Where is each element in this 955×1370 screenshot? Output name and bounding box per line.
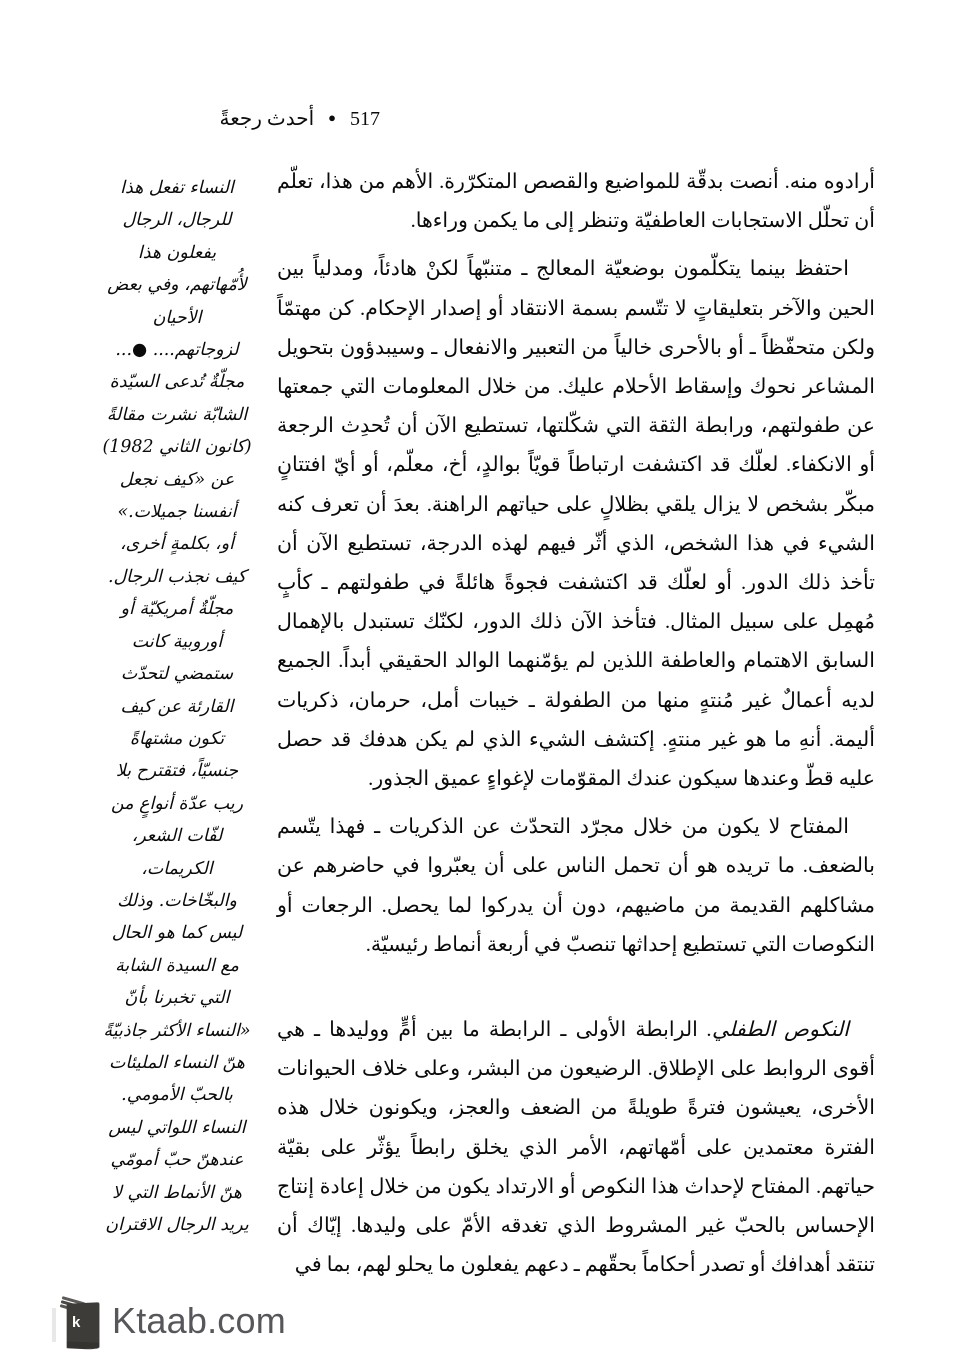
margin-note-line: جنسيّاً، فتقترح بلا [115, 761, 239, 782]
margin-note-line: الشابّة نشرت مقالةً [106, 404, 248, 425]
margin-note-line: هنّ النساء المليئات [109, 1052, 245, 1073]
margin-note-line: مع السيدة الشابة [115, 955, 239, 976]
margin-note-line: النساء تفعل هذا [120, 178, 234, 198]
margin-note-line: مجلّةٌ أمريكيّة أو [120, 599, 234, 620]
chapter-title: أحدث رجعةً [219, 108, 315, 130]
margin-note-line: عندهنّ حبّ أمومّي [110, 1150, 244, 1171]
margin-note-line: تكون مشتهاةً [129, 728, 225, 749]
margin-note-line: (كانون الثاني 1982) [102, 437, 252, 458]
margin-note-line: أنفسنا جميلات.» [117, 502, 237, 523]
paragraph-with-run-in-title [277, 1011, 875, 1285]
margin-note-line: عن «كيف نجعل [119, 469, 235, 490]
margin-note-line: القارئة عن كيف [120, 696, 234, 717]
run-in-heading: النكوص الطفلي. [706, 1019, 849, 1042]
margin-note-line: مجلّةٌ تُدعى السيّدة [109, 372, 245, 393]
running-head [0, 107, 380, 131]
margin-note-line: كيف نجذب الرجال. [107, 566, 247, 587]
paragraph: احتفظ بينما يتكلّمون بوضعيّة المعالج ـ متنبّهاً لكنْ هادئاً، ومدلياً بين الحين والآخر بتعليقاتٍ لا تتّسم بسمة الانتقاد أو إصدار الإحكام. كن مهتمّاً ولكن متحفّظاً ـ أو بالأحرى خالياً من التعبير والانفعال ـ وسيبدؤون بتحويل المشاعر نحوك وإسقاط الأحلام عليك. من خلال المعلومات التي جمعتها عن طفولتهم، ورابطة الثقة التي شكّلتها، تستطيع الآن أن تُحدِث الرجعة أو الانكفاء. لعلّك قد اكتشفت ارتباطاً قويّاً بوالدٍ، أخ، معلّم، أو أيّ افتتانٍ مبكّر بشخص لا يزال يلقي بظلالٍ على حياتهم الراهنة. بعدَ أن تعرف كنه الشيء في هذا الشخص، الذي أثّر فيهم لهذه الدرجة، تستطيع الآن أن تأخذ ذلك الدور. أو لعلّك قد اكتشفت فجوةً هائلةً في طفولتهم ـ كأبٍ مُهمِل على سبيل المثال. فتأخذ الآن ذلك الدور، لكنّك تستبدل بالإهمال السابق الاهتمام والعاطفة اللذين لم يؤمّنهما الوالد الحقيقي أبداً. الجميع لديه أعمالٌ غير مُنتهٍ منها من الطفولة ـ خيبات أمل، حرمان، ذكريات أليمة. أنهِ ما هو غير منتهٍ. إكتشف الشيء الذي لم يكن هدفك قد حصل عليه قطّ وعندها سيكون عندك المقوّمات لإغواءٍ عميق الجذور. [277, 258, 875, 791]
paragraph-gap [277, 241, 875, 250]
paragraph-gap [277, 799, 875, 808]
margin-note [86, 172, 268, 1241]
body-text-column [277, 163, 875, 1285]
section-gap [277, 965, 875, 1011]
margin-note-line: والبخّاخات. وذلك [117, 890, 237, 911]
margin-note-line: لفّات الشعر، [131, 826, 223, 847]
paragraph: المفتاح لا يكون من خلال مجرّد التحدّث عن الذكريات ـ فهذا يتّسم بالضعف. ما تريده هو أن تحمل الناس على أن يعبّروا في حاضرهم عن مشاكلهم القديمة من ماضيهم، دون أن يدركوا لما يحصل. الرجعات أو النكوصات التي تستطيع إحداثها تنصبّ في أربعة أنماط رئيسيّة. [277, 816, 875, 956]
margin-note-line: يفعلون هذا [137, 242, 217, 263]
ktaab-watermark [60, 1294, 286, 1348]
ktaab-brand-text: Ktaab.com [112, 1300, 286, 1341]
margin-note-line: النساء اللواتي ليس [108, 1117, 246, 1138]
margin-note-line: لزوجاتهم.... ●... [115, 340, 239, 361]
margin-note-line: بالحبّ الأمومي. [121, 1085, 233, 1106]
margin-note-line: الأحيان [152, 307, 202, 328]
margin-note-line: «النساء الأكثر جاذبيّةً [103, 1020, 251, 1041]
margin-note-line: أوروبية كانت [131, 631, 223, 652]
margin-note-line: للرجال، الرجال [122, 210, 232, 231]
paragraph: أرادوه منه. أنصت بدقّة للمواضيع والقصص المتكرّرة. الأهم من هذا، تعلّم أن تحلّل الاستجابات العاطفيّة وتنظر إلى ما يكمن وراءها. [277, 171, 875, 233]
page-edge-sliver [52, 1308, 56, 1342]
page-number: 517 [350, 108, 380, 130]
margin-note-line: يريد الرجال الاقتران [105, 1215, 249, 1235]
margin-note-line: هنّ الأنماط التي لا [112, 1182, 242, 1203]
margin-note-line: ريب عدّة أنواعٍ من [111, 793, 243, 814]
margin-note-line: ستمضي لتحدّث [120, 664, 234, 685]
margin-note-line: لأُمّهاتهم، وفي بعض [107, 275, 247, 296]
running-head-separator: ● [328, 110, 336, 125]
margin-note-line: التي تخبرنا بأنّ [124, 988, 230, 1009]
paragraph-body: الرابطة الأولى ـ الرابطة ما بين أمٍّ ووليدها ـ هي أقوى الروابط على الإطلاق. الرضيعون من البشر، وعلى خلاف الحيوانات الأخرى، يعيشون فترةً طويلةً من الضعف والعجز، ويكونون خلال هذه الفترة معتمدين على أمّهاتهم، الأمر الذي يخلق رابطاً يؤثّر على بقيّة حياتهم. المفتاح لإحداث هذا النكوص أو الارتداد يكون من خلال إعادة إنتاج الإحساس بالحبّ غير المشروط الذي تغدقه الأمّ على وليدها. إيّاك أن تنتقد أهدافك أو تصدر أحكاماً بحقّهم ـ دعهم يفعلون ما يحلو لهم، بما في [277, 1019, 875, 1277]
ktaab-monogram: k [72, 1314, 81, 1331]
margin-note-line: الكريمات، [141, 858, 213, 879]
margin-note-line: ليس كما هو الحال [111, 923, 243, 944]
margin-note-line: أو، بكلمةٍ أخرى، [120, 534, 234, 555]
book-icon [60, 1294, 100, 1348]
